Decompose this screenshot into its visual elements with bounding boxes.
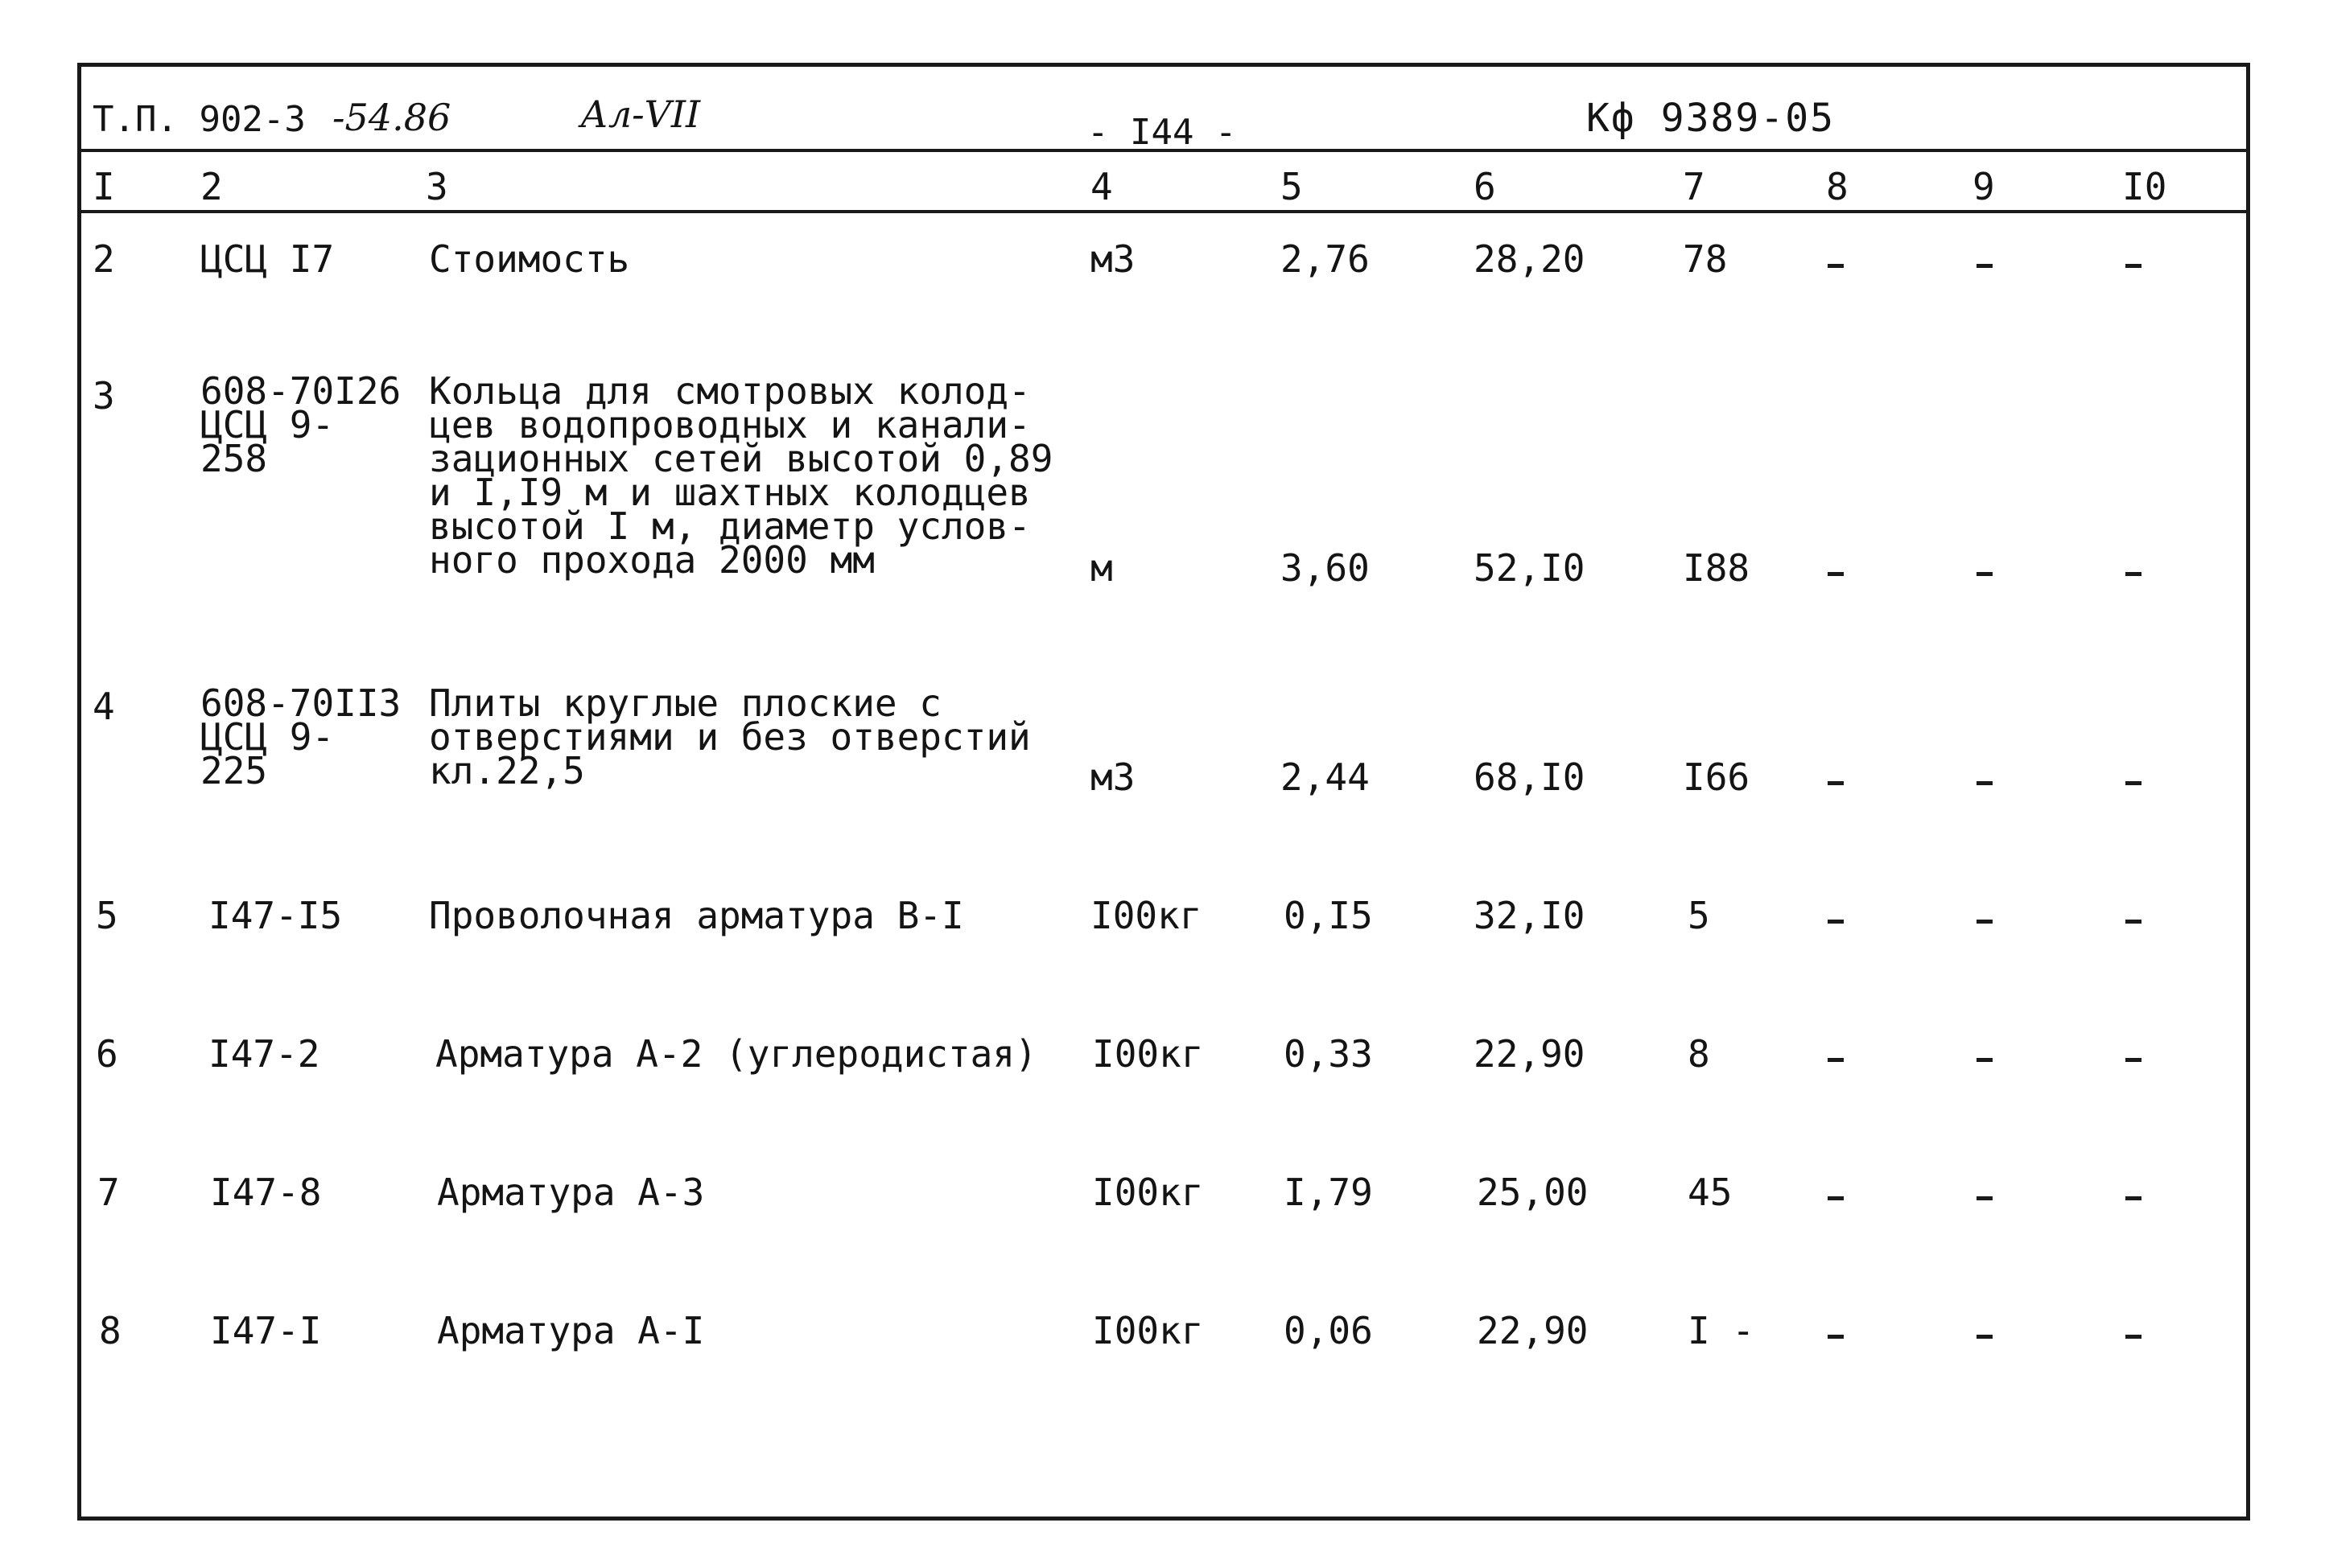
total-cost: I66 [1683, 755, 1750, 799]
unit: м3 [1090, 237, 1136, 281]
column-number: 4 [1090, 165, 1113, 208]
unit: м3 [1090, 755, 1136, 799]
unit: I00кг [1092, 1309, 1204, 1352]
column-9-dash [1977, 920, 1993, 924]
column-9-dash [1977, 264, 1993, 268]
column-number: I [93, 165, 115, 208]
price-code: I47-2 [208, 1032, 320, 1076]
column-number: 7 [1683, 165, 1705, 208]
quantity: 0,I5 [1284, 894, 1373, 937]
column-8-dash [1828, 781, 1844, 785]
column-number: 8 [1826, 165, 1849, 208]
unit-price: 22,90 [1474, 1032, 1585, 1076]
item-description: Стоимость [429, 237, 630, 281]
column-8-dash [1828, 264, 1844, 268]
item-description: Арматура А-3 [437, 1171, 705, 1214]
unit-price: 22,90 [1477, 1309, 1589, 1352]
column-number: I0 [2122, 165, 2167, 208]
quantity: 0,06 [1284, 1309, 1373, 1352]
page-number: - I44 - [1087, 112, 1237, 153]
document-sheet [77, 63, 2250, 1521]
quantity: 3,60 [1280, 546, 1370, 590]
item-description: Плиты круглые плоские с отверстиями и без отверстий кл.22,5 [429, 681, 1031, 792]
price-code: 608-70I26 ЦСЦ 9- 258 [200, 369, 402, 480]
column-9-dash [1977, 572, 1993, 576]
column-9-dash [1977, 1335, 1993, 1339]
row-number: 7 [97, 1171, 120, 1214]
total-cost: 5 [1688, 894, 1710, 937]
column-8-dash [1828, 1335, 1844, 1339]
row-number: 6 [96, 1032, 118, 1076]
price-code: I47-I [210, 1309, 322, 1352]
total-cost: 8 [1688, 1032, 1710, 1076]
item-description: Арматура А-2 (углеродистая) [435, 1032, 1037, 1076]
unit: I00кг [1090, 894, 1202, 937]
total-cost: 45 [1688, 1171, 1733, 1214]
column-header-divider [81, 210, 2246, 213]
column-10-dash [2125, 264, 2141, 268]
price-code: ЦСЦ I7 [200, 237, 335, 281]
column-9-dash [1977, 1058, 1993, 1062]
item-description: Кольца для смотровых колод- цев водопроводных и канали- зационных сетей высотой 0,89 и I,I9 м и шахтных колодцев высотой I м, диаметр услов- ного прохода 2000 мм [429, 369, 1053, 582]
column-10-dash [2125, 1196, 2141, 1200]
column-number: 2 [200, 165, 223, 208]
column-8-dash [1828, 920, 1844, 924]
unit-price: 25,00 [1477, 1171, 1589, 1214]
column-10-dash [2125, 1335, 2141, 1339]
column-9-dash [1977, 781, 1993, 785]
column-10-dash [2125, 920, 2141, 924]
document-reference: Кф 9389-05 [1586, 96, 1835, 141]
column-number: 6 [1474, 165, 1496, 208]
row-number: 4 [93, 685, 115, 728]
column-10-dash [2125, 1058, 2141, 1062]
price-code: 608-70II3 ЦСЦ 9- 225 [200, 681, 402, 792]
album-mark: Ал-VII [580, 93, 701, 136]
unit: I00кг [1092, 1032, 1204, 1076]
price-code: I47-8 [210, 1171, 322, 1214]
row-number: 2 [93, 237, 115, 281]
column-number: 9 [1972, 165, 1995, 208]
row-number: 5 [96, 894, 118, 937]
column-8-dash [1828, 1196, 1844, 1200]
column-number: 5 [1280, 165, 1303, 208]
column-8-dash [1828, 572, 1844, 576]
unit: I00кг [1092, 1171, 1204, 1214]
unit-price: 28,20 [1474, 237, 1585, 281]
item-description: Арматура А-I [437, 1309, 705, 1352]
unit: м [1090, 546, 1113, 590]
doc-code-handwritten: -54.86 [332, 96, 451, 139]
header-divider [81, 149, 2246, 152]
unit-price: 52,I0 [1474, 546, 1585, 590]
total-cost: 78 [1683, 237, 1728, 281]
unit-price: 68,I0 [1474, 755, 1585, 799]
column-9-dash [1977, 1196, 1993, 1200]
column-8-dash [1828, 1058, 1844, 1062]
total-cost: I - [1688, 1309, 1755, 1352]
item-description: Проволочная арматура В-I [429, 894, 964, 937]
row-number: 8 [99, 1309, 122, 1352]
total-cost: I88 [1683, 546, 1750, 590]
quantity: I,79 [1284, 1171, 1373, 1214]
price-code: I47-I5 [208, 894, 343, 937]
column-10-dash [2125, 781, 2141, 785]
quantity: 2,44 [1280, 755, 1370, 799]
quantity: 2,76 [1280, 237, 1370, 281]
column-10-dash [2125, 572, 2141, 576]
quantity: 0,33 [1284, 1032, 1373, 1076]
unit-price: 32,I0 [1474, 894, 1585, 937]
row-number: 3 [93, 374, 115, 418]
doc-code: Т.П. 902-3 [93, 99, 306, 140]
column-number: 3 [426, 165, 448, 208]
